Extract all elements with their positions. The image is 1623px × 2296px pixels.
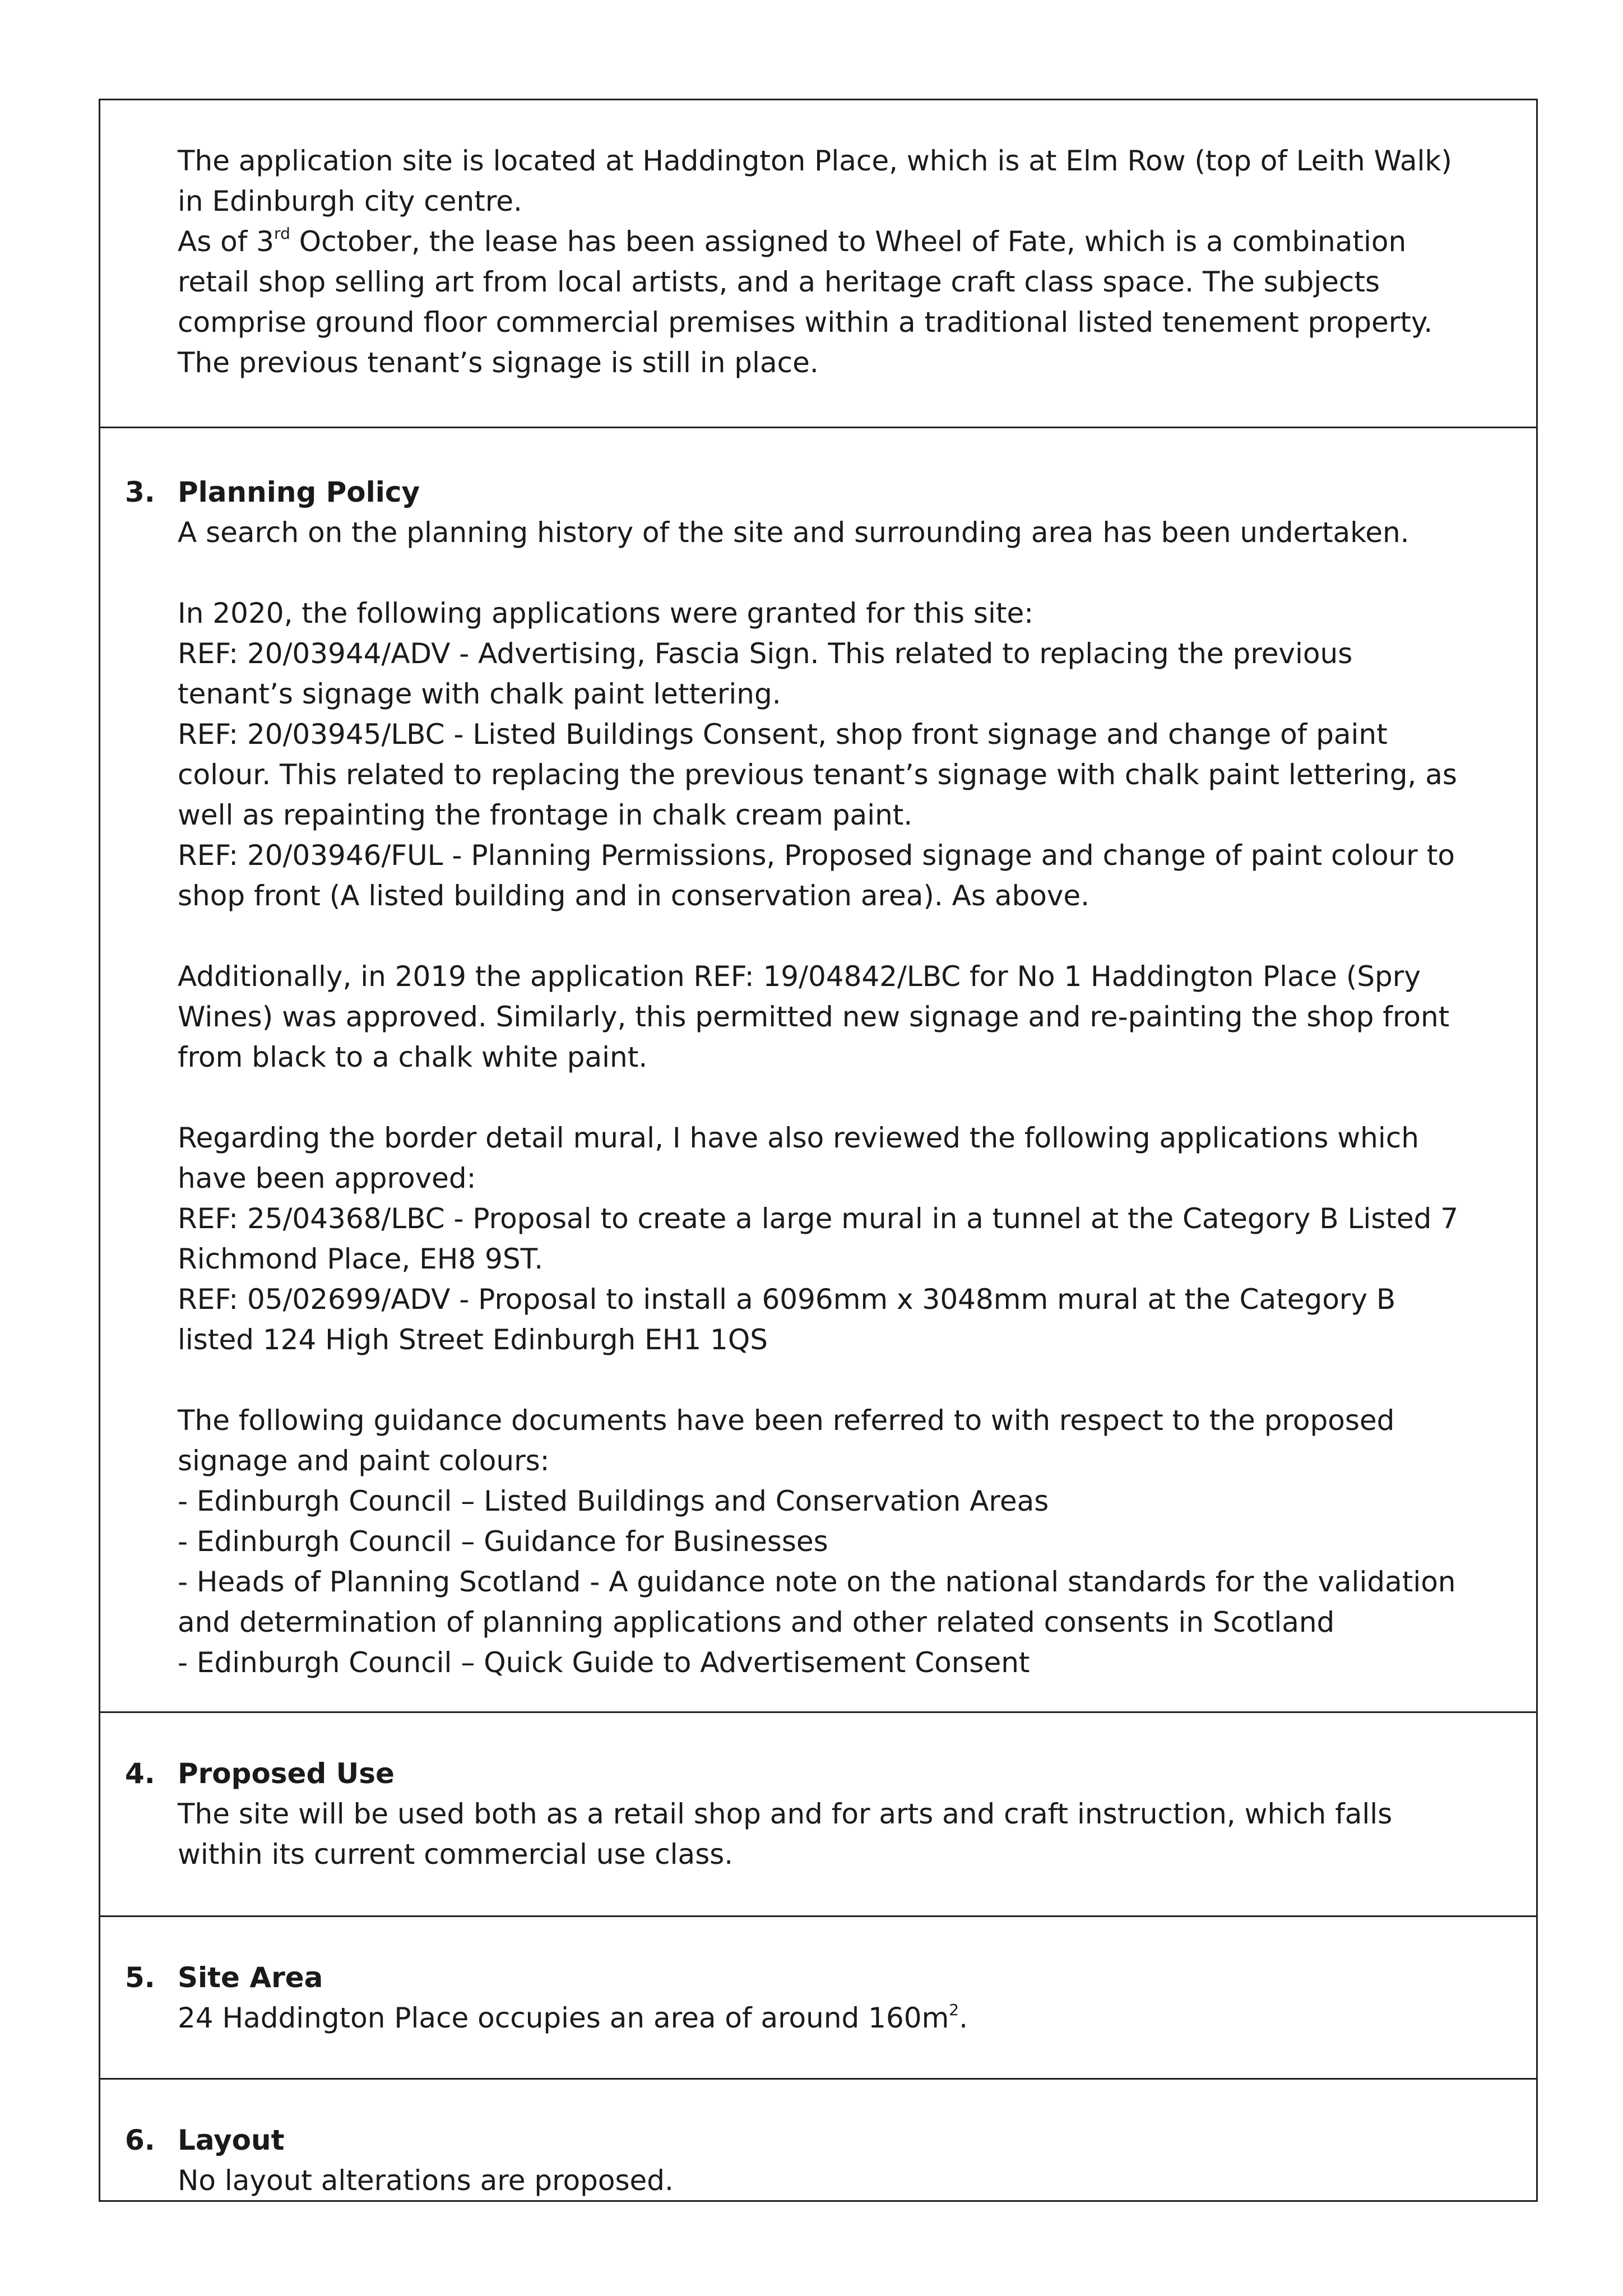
section-heading: Planning Policy: [178, 476, 420, 508]
paragraph: The following guidance documents have been referred to with respect to the proposed signage and paint colours:: [178, 1404, 1395, 1477]
paragraph: The site will be used both as a retail shop and for arts and craft instruction, which falls within its current commercial use class.: [178, 1798, 1393, 1871]
section-site-area: [100, 1915, 1536, 2078]
proposed-use-text: [178, 1753, 1469, 1874]
section-heading: Proposed Use: [178, 1757, 395, 1790]
paragraph: No layout alterations are proposed.: [178, 2164, 674, 2197]
layout-text: [178, 2120, 1469, 2201]
reference-entry: REF: 25/04368/LBC - Proposal to create a large mural in a tunnel at the Category B Listed 7 Richmond Place, EH8 9ST.: [178, 1202, 1459, 1275]
paragraph: In 2020, the following applications were granted for this site:: [178, 597, 1034, 629]
section-number: 4.: [125, 1757, 155, 1790]
intro-paragraph-2: As of 3rd October, the lease has been assigned to Wheel of Fate, which is a combination retail shop selling art from local artists, and a heritage craft class space. The subjects comprise ground floor commercial premises within a traditional listed tenement property. The previous tenant’s signage is still in place.: [178, 224, 1433, 379]
guidance-item: - Edinburgh Council – Guidance for Businesses: [178, 1525, 828, 1558]
site-area-text: [178, 1957, 1469, 2038]
reference-entry: REF: 20/03944/ADV - Advertising, Fascia Sign. This related to replacing the previous tenant’s signage with chalk paint lettering.: [178, 637, 1353, 710]
intro-paragraph-1: The application site is located at Haddington Place, which is at Elm Row (top of Leith Walk) in Edinburgh city centre.: [178, 145, 1452, 217]
guidance-item: - Edinburgh Council – Quick Guide to Advertisement Consent: [178, 1646, 1030, 1679]
section-number: 3.: [125, 476, 155, 508]
document-table: [99, 99, 1538, 2202]
section-heading: Layout: [178, 2124, 285, 2156]
guidance-item: - Edinburgh Council – Listed Buildings and Conservation Areas: [178, 1485, 1049, 1517]
intro-section: [100, 100, 1536, 427]
guidance-item: - Heads of Planning Scotland - A guidance note on the national standards for the validation and determination of planning applications and other related consents in Scotland: [178, 1566, 1456, 1638]
section-number: 5.: [125, 1961, 155, 1994]
intro-text: [178, 141, 1469, 383]
paragraph: A search on the planning history of the site and surrounding area has been undertaken.: [178, 516, 1409, 549]
reference-entry: REF: 20/03945/LBC - Listed Buildings Consent, shop front signage and change of paint colour. This related to replacing the previous tenant’s signage with chalk paint lettering, as well as repainting the frontage in chalk cream paint.: [178, 718, 1457, 831]
paragraph: Additionally, in 2019 the application REF: 19/04842/LBC for No 1 Haddington Place (Spry Wines) was approved. Similarly, this permitted new signage and re-painting the shop front from black to a chalk white paint.: [178, 960, 1450, 1073]
section-planning-policy: [100, 427, 1536, 1711]
paragraph: Regarding the border detail mural, I have also reviewed the following applications which have been approved:: [178, 1122, 1419, 1195]
paragraph: 24 Haddington Place occupies an area of around $160m^2$.: [178, 2001, 968, 2034]
planning-policy-text: [178, 472, 1469, 1683]
section-heading: Site Area: [178, 1961, 323, 1994]
section-proposed-use: [100, 1711, 1536, 1915]
section-layout: [100, 2078, 1536, 2200]
reference-entry: REF: 05/02699/ADV - Proposal to install a 6096mm x 3048mm mural at the Category B listed 124 High Street Edinburgh EH1 1QS: [178, 1283, 1396, 1356]
reference-entry: REF: 20/03946/FUL - Planning Permissions, Proposed signage and change of paint colour to shop front (A listed building and in conservation area). As above.: [178, 839, 1455, 912]
section-number: 6.: [125, 2124, 155, 2156]
